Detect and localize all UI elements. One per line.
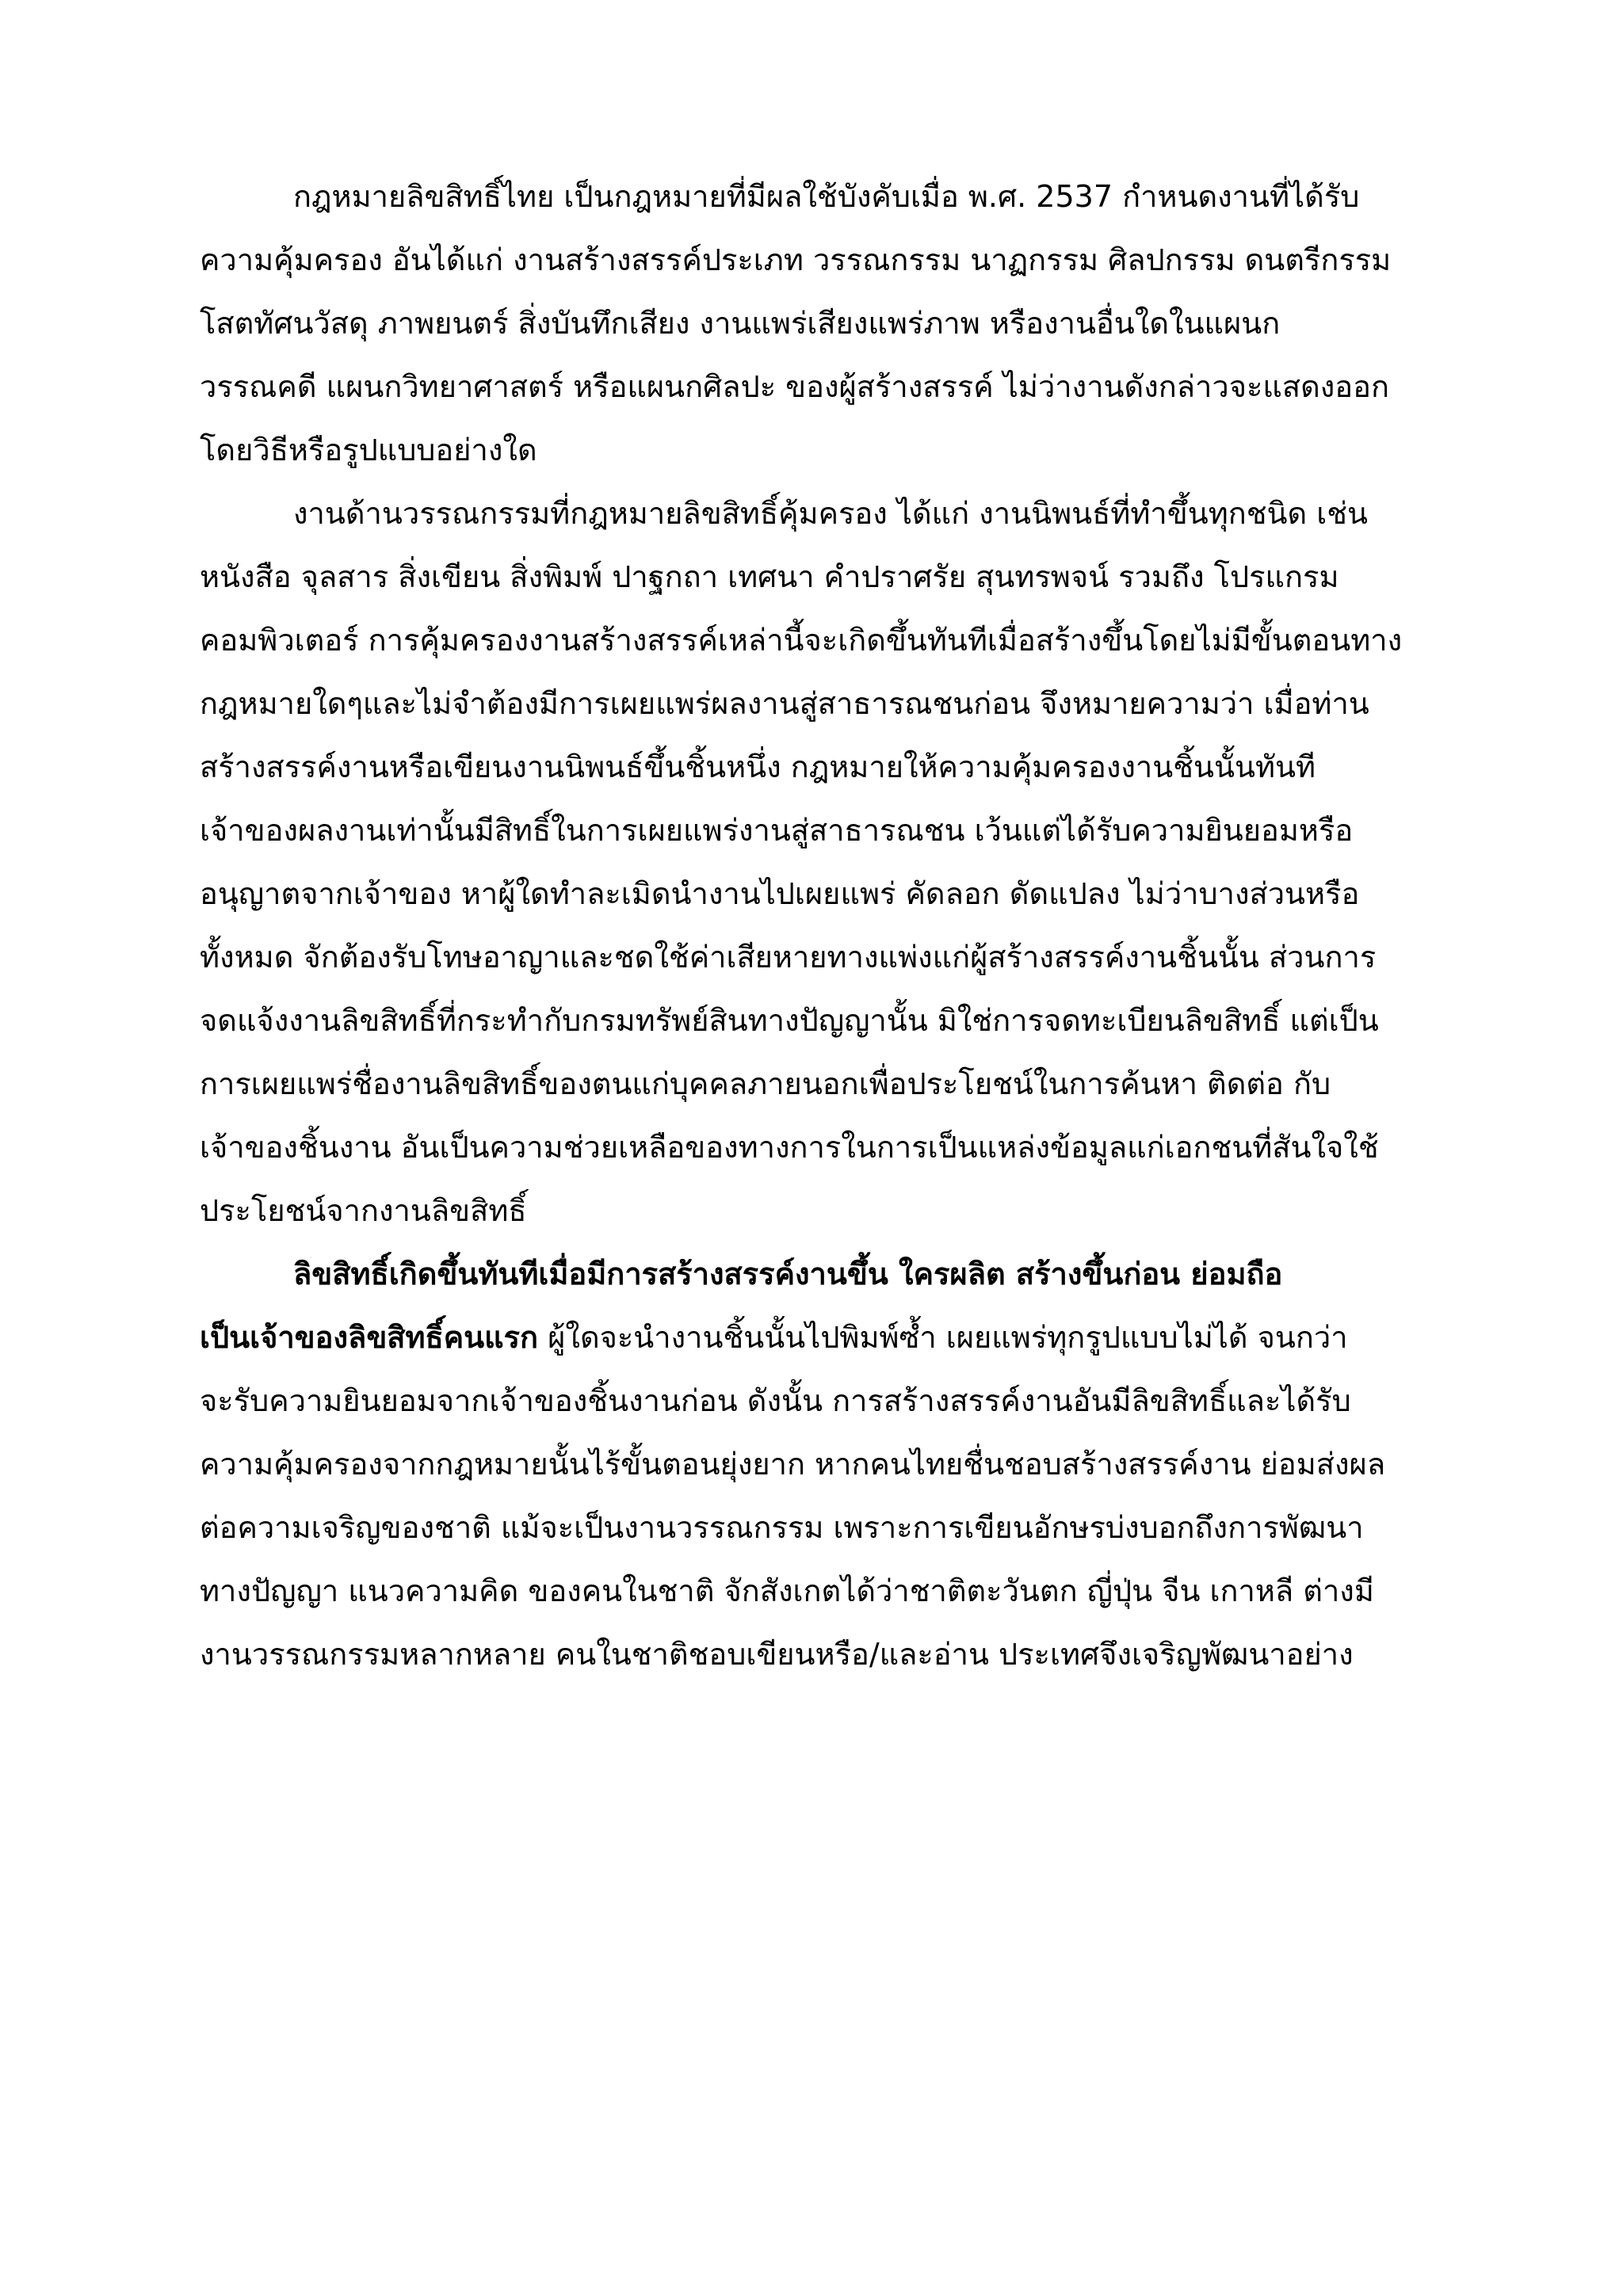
paragraph-3-bold-lead: ลิขสิทธิ์เกิดขึ้นทันทีเมื่อมีการสร้างสรรค์งานขึ้น ใครผลิต สร้างขึ้นก่อน ย่อมถือ xyxy=(293,1257,1283,1291)
paragraph-2-line-10: การเผยแพร่ชื่องานลิขสิทธิ์ของตนแก่บุคคลภายนอกเพื่อประโยชน์ในการค้นหา ติดต่อ กับ xyxy=(200,1066,1331,1101)
paragraph-2-line-6: เจ้าของผลงานเท่านั้นมีสิทธิ์ในการเผยแพร่งานสู่สาธารณชน เว้นแต่ได้รับความยินยอมหรือ xyxy=(200,813,1354,848)
paragraph-3-bold-tail: เป็นเจ้าของลิขสิทธิ์คนแรก xyxy=(200,1320,539,1355)
paragraph-2-line-5: สร้างสรรค์งานหรือเขียนงานนิพนธ์ขึ้นชิ้นหนึ่ง กฎหมายให้ความคุ้มครองงานชิ้นนั้นทันที xyxy=(200,749,1316,784)
paragraph-1-line-1: กฎหมายลิขสิทธิ์ไทย เป็นกฎหมายที่มีผลใช้บังคับเมื่อ พ.ศ. 2537 กำหนดงานที่ได้รับ xyxy=(293,179,1360,214)
paragraph-1-line-5: โดยวิธีหรือรูปแบบอย่างใด xyxy=(200,433,537,467)
paragraph-2-line-8: ทั้งหมด จักต้องรับโทษอาญาและชดใช้ค่าเสียหายทางแพ่งแก่ผู้สร้างสรรค์งานชิ้นนั้น ส่วนการ xyxy=(200,940,1377,974)
paragraph-2-line-9: จดแจ้งงานลิขสิทธิ์ที่กระทำกับกรมทรัพย์สินทางปัญญานั้น มิใช่การจดทะเบียนลิขสิทธิ์ แต่เป็น xyxy=(200,1003,1379,1038)
paragraph-2-line-11: เจ้าของชิ้นงาน อันเป็นความช่วยเหลือของทางการในการเป็นแหล่งข้อมูลแก่เอกชนที่สันใจใช้ xyxy=(200,1130,1379,1165)
paragraph-2-line-4: กฎหมายใดๆและไม่จำต้องมีการเผยแพร่ผลงานสู่สาธารณชนก่อน จึงหมายความว่า เมื่อท่าน xyxy=(200,686,1369,721)
paragraph-3-line-5: ต่อความเจริญของชาติ แม้จะเป็นงานวรรณกรรม เพราะการเขียนอักษรบ่งบอกถึงการพัฒนา xyxy=(200,1510,1364,1545)
paragraph-3-line-1 xyxy=(293,1250,1436,1298)
paragraph-2-line-7: อนุญาตจากเจ้าของ หาผู้ใดทำละเมิดนำงานไปเผยแพร่ คัดลอก ดัดแปลง ไม่ว่าบางส่วนหรือ xyxy=(200,876,1360,911)
paragraph-2-line-12: ประโยชน์จากงานลิขสิทธิ์ xyxy=(200,1193,527,1228)
paragraph-3-line-3: จะรับความยินยอมจากเจ้าของชิ้นงานก่อน ดังนั้น การสร้างสรรค์งานอันมีลิขสิทธิ์และได้รับ xyxy=(200,1383,1351,1418)
paragraph-1-line-3: โสตทัศนวัสดุ ภาพยนตร์ สิ่งบันทึกเสียง งานแพร่เสียงแพร่ภาพ หรืองานอื่นใดในแผนก xyxy=(200,306,1281,341)
paragraph-1-line-4: วรรณคดี แผนกวิทยาศาสตร์ หรือแผนกศิลปะ ของผู้สร้างสรรค์ ไม่ว่างานดังกล่าวจะแสดงออก xyxy=(200,369,1389,404)
paragraph-3-line-2 xyxy=(200,1314,1436,1361)
paragraph-3-line-7: งานวรรณกรรมหลากหลาย คนในชาติชอบเขียนหรือ/และอ่าน ประเทศจึงเจริญพัฒนาอย่าง xyxy=(200,1637,1354,1672)
paragraph-3-line-6: ทางปัญญา แนวความคิด ของคนในชาติ จักสังเกตได้ว่าชาติตะวันตก ญี่ปุ่น จีน เกาหลี ต่างมี xyxy=(200,1573,1374,1608)
paragraph-2-line-1: งานด้านวรรณกรรมที่กฎหมายลิขสิทธิ์คุ้มครอง ได้แก่ งานนิพนธ์ที่ทำขึ้นทุกชนิด เช่น xyxy=(293,496,1369,531)
paragraph-2-line-2: หนังสือ จุลสาร สิ่งเขียน สิ่งพิมพ์ ปาฐกถา เทศนา คำปราศรัย สุนทรพจน์ รวมถึง โปรแกรม xyxy=(200,559,1339,594)
paragraph-2-line-3: คอมพิวเตอร์ การคุ้มครองงานสร้างสรรค์เหล่านี้จะเกิดขึ้นทันทีเมื่อสร้างขึ้นโดยไม่มีขั้นตอนทาง xyxy=(200,623,1403,658)
paragraph-3-line-4: ความคุ้มครองจากกฎหมายนั้นไร้ขั้นตอนยุ่งยาก หากคนไทยชื่นชอบสร้างสรรค์งาน ย่อมส่งผล xyxy=(200,1447,1386,1482)
paragraph-3-line-2-text: ผู้ใดจะนำงานชิ้นนั้นไปพิมพ์ซ้ำ เผยแพร่ทุกรูปแบบไม่ได้ จนกว่า xyxy=(538,1320,1348,1355)
paragraph-1-line-2: ความคุ้มครอง อันได้แก่ งานสร้างสรรค์ประเภท วรรณกรรม นาฏกรรม ศิลปกรรม ดนตรีกรรม xyxy=(200,242,1392,277)
